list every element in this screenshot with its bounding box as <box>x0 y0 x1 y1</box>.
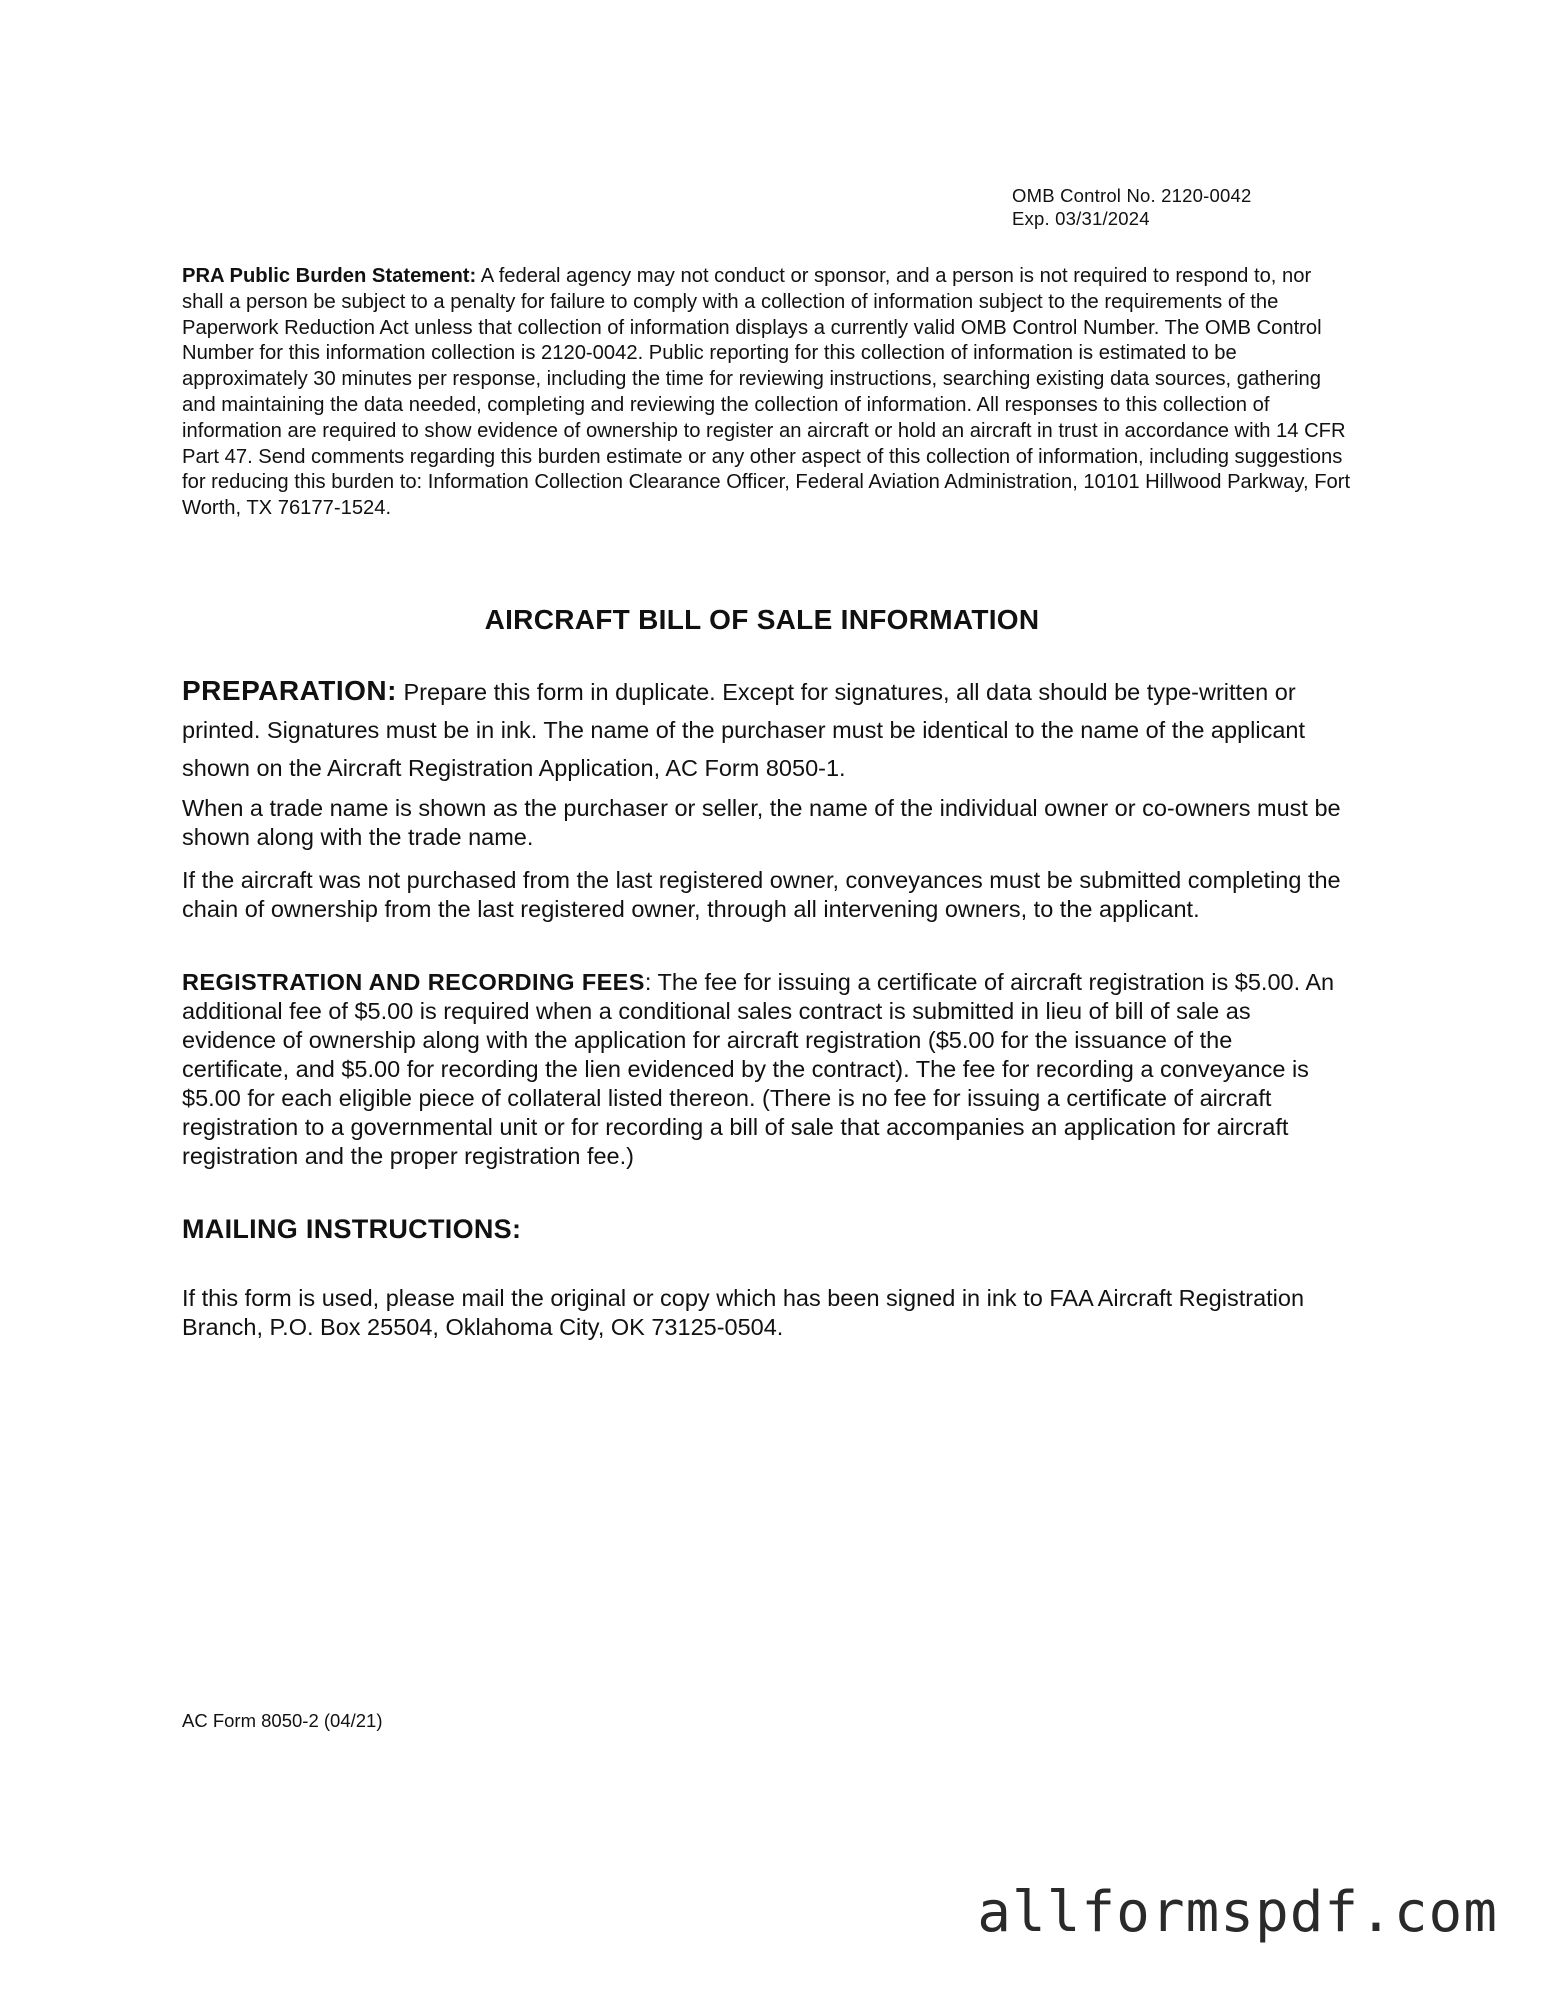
omb-control-block <box>1012 184 1251 230</box>
omb-control-number: OMB Control No. 2120-0042 <box>1012 185 1252 206</box>
mailing-paragraph: If this form is used, please mail the original or copy which has been signed in ink to FAA Aircraft Registration Branch, P.O. Box 25504, Oklahoma City, OK 73125-0504. <box>182 1285 1305 1340</box>
fees-label: REGISTRATION AND RECORDING FEES <box>182 969 645 995</box>
page-title: AIRCRAFT BILL OF SALE INFORMATION <box>484 604 1040 635</box>
fees-paragraph <box>182 968 1342 1171</box>
mailing-heading: MAILING INSTRUCTIONS: <box>182 1214 522 1244</box>
pra-burden-statement <box>182 264 1352 522</box>
pra-label: PRA Public Burden Statement: <box>182 265 477 287</box>
fees-text: : The fee for issuing a certificate of aircraft registration is $5.00. An additional fee of $5.00 is required when a conditional sales contract is submitted in lieu of bill of sale as evidence of ownership along with the application for aircraft registration ($5.00 for the issuance of the certificate, and $5.00 for recording the lien evidenced by the contract). The fee for recording a conveyance is $5.00 for each eligible piece of collateral listed thereon. (There is no fee for issuing a certificate of aircraft registration to a governmental unit or for recording a bill of sale that accompanies an application for aircraft registration and the proper registration fee.) <box>182 969 1335 1169</box>
chain-of-ownership-paragraph: If the aircraft was not purchased from the last registered owner, conveyances must be submitted completing the chain of ownership from the last registered owner, through all intervening owners, to the applicant. <box>182 867 1341 922</box>
watermark-logo: allformspdf.com <box>977 1880 1498 1945</box>
preparation-label: PREPARATION: <box>182 675 397 706</box>
form-number-footer: AC Form 8050-2 (04/21) <box>182 1710 383 1731</box>
preparation-text: Prepare this form in duplicate. Except for signatures, all data should be type-written or printed. Signatures must be in ink. The name of the purchaser must be identical to the name of the applicant shown on the Aircraft Registration Application, AC Form 8050-1. <box>182 679 1305 781</box>
trade-name-paragraph: When a trade name is shown as the purchaser or seller, the name of the individual owner or co-owners must be shown along with the trade name. <box>182 795 1341 850</box>
pra-text: A federal agency may not conduct or sponsor, and a person is not required to respond to, nor shall a person be subject to a penalty for failure to comply with a collection of information subject to the requirements of the Paperwork Reduction Act unless that collection of information displays a currently valid OMB Control Number. The OMB Control Number for this information collection is 2120-0042. Public reporting for this collection of information is estimated to be approximately 30 minutes per response, including the time for reviewing instructions, searching existing data sources, gathering and maintaining the data needed, completing and reviewing the collection of information. All responses to this collection of information are required to show evidence of ownership to register an aircraft or hold an aircraft in trust in accordance with 14 CFR Part 47. Send comments regarding this burden estimate or any other aspect of this collection of information, including suggestions for reducing this burden to: Information Collection Clearance Officer, Federal Aviation Administration, 10101 Hillwood Parkway, Fort Worth, TX 76177-1524. <box>182 265 1351 520</box>
preparation-paragraph <box>182 672 1342 787</box>
omb-expiration: Exp. 03/31/2024 <box>1012 208 1150 229</box>
